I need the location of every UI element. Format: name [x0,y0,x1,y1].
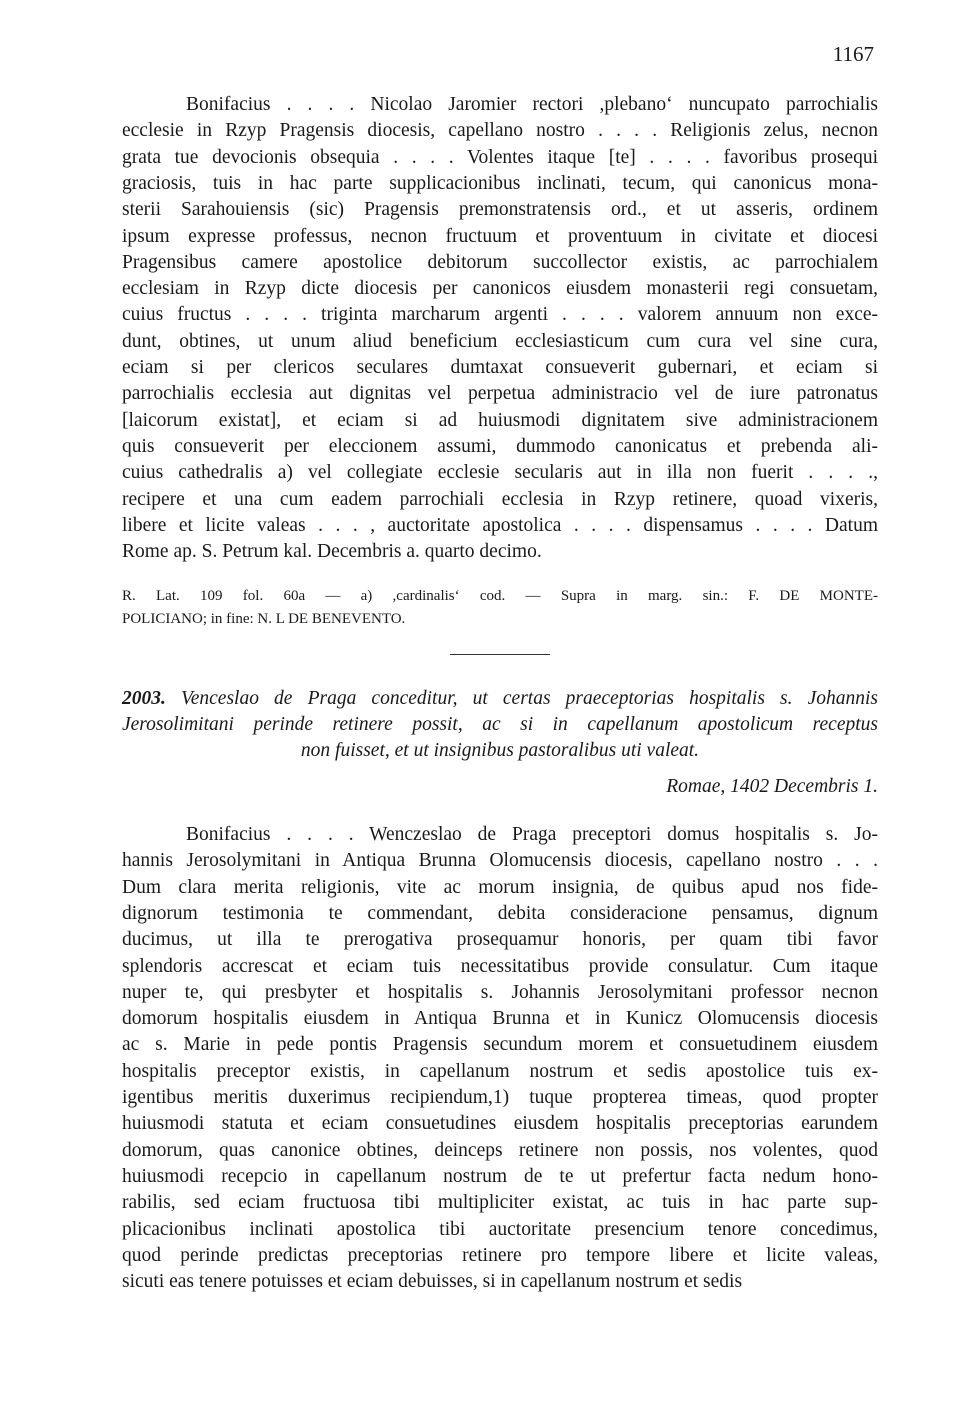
text-line: rabilis, sed eciam fructuosa tibi multipliciter existat, ac tuis in hac parte sup- [122,1192,878,1214]
text-line: domorum, quas canonice obtines, deinceps retinere non possis, nos volentes, quod [122,1139,878,1161]
text-line: sterii Sarahouiensis (sic) Pragensis premonstratensis ord., et ut asseris, ordinem [122,199,878,221]
text-line: recipere et una cum eadem parrochiali ecclesia in Rzyp retinere, quoad vixeris, [122,488,878,510]
text-line: libere et licite valeas . . . , auctoritate apostolica . . . . dispensamus . . . . Datum [122,514,878,536]
text-line: ac s. Marie in pede pontis Pragensis secundum morem et consuetudinem eiusdem [122,1034,878,1056]
text-line: quod perinde predictas preceptorias retinere pro tempore libere et licite valeas, [122,1244,878,1266]
text-line: igentibus meritis duxerimus recipiendum,1) tuque propterea timeas, quod propter [122,1087,878,1108]
text-line: POLICIANO; in fine: N. L DE BENEVENTO. [122,611,406,627]
text-line: huiusmodi statuta et eciam consuetudines eiusdem hospitalis preceptorias earundem [122,1113,878,1135]
text-line: eciam si per clericos seculares dumtaxat consueverit gubernari, et eciam si [122,357,878,378]
text-line: Rome ap. S. Petrum kal. Decembris a. quarto decimo. [122,541,542,563]
text-line: splendoris accrescat et eciam tuis necessitatibus provide consulatur. Cum itaque [122,955,878,977]
text-line: dignorum testimonia te commendant, debita consideracione pensamus, dignum [122,902,878,924]
text-line: grata tue devocionis obsequia . . . . Volentes itaque [te] . . . . favoribus prosequi [122,146,878,168]
heading-text: Venceslao de Praga conceditur, ut certas praeceptorias hospitalis s. Johannis [180,688,879,709]
text-line: ipsum expresse professus, necnon fructuum et proventuum in civitate et diocesi [122,225,878,247]
text-line: ecclesiam in Rzyp dicte diocesis per canonicos eiusdem monasterii regi consuetam, [122,278,878,300]
text-line: huiusmodi recepcio in capellanum nostrum de te ut prefertur facta nedum hono- [122,1165,878,1187]
page-number: 1167 [832,42,874,66]
text-line: sicuti eas tenere potuisses et eciam debuisses, si in capellanum nostrum et sedis [122,1271,743,1293]
text-line: quis consueverit per eleccionem assumi, dummodo canonicatus et prebenda ali- [122,435,878,457]
text-line: domorum hospitalis eiusdem in Antiqua Brunna et in Kunicz Olomucensis diocesis [122,1008,878,1030]
text-line: Pragensibus camere apostolice debitorum succollector existis, ac parrochialem [122,251,878,273]
text-line: dunt, obtines, ut unum aliud beneficium ecclesiasticum cum cura vel sine cura, [122,330,878,352]
text-line: ducimus, ut illa te prerogativa prosequamur honoris, per quam tibi favor [122,929,878,951]
text-line: graciosis, tuis in hac parte supplicacionibus inclinati, tecum, qui canonicus mona- [122,172,878,194]
text-line: hannis Jerosolymitani in Antiqua Brunna Olomucensis diocesis, capellano nostro . . . [122,850,878,872]
text-line: ecclesie in Rzyp Pragensis diocesis, capellano nostro . . . . Religionis zelus, necnon [122,120,878,142]
text-line: R. Lat. 109 fol. 60a — a) ,cardinalis‘ cod. — Supra in marg. sin.: F. DE MONTE- [122,588,878,604]
text-line: [laicorum existat], et eciam si ad huiusmodi dignitatem sive administracionem [122,409,878,431]
document-number: 2003. [122,688,166,709]
document-date: Romae, 1402 Decembris 1. [666,776,878,797]
document-heading-line [122,686,878,712]
text-line: cuius cathedralis a) vel collegiate ecclesie secularis aut in illa non fuerit . . . ., [122,462,878,484]
text-line: Bonifacius . . . . Nicolao Jaromier rectori ,plebano‘ nuncupato parrochialis [186,94,878,115]
text-line: cuius fructus . . . . triginta marcharum argenti . . . . valorem annuum non exce- [122,304,878,326]
document-heading-line: non fuisset, et ut insignibus pastoralibus uti valeat. [300,740,700,761]
text-line: nuper te, qui presbyter et hospitalis s. Johannis Jerosolymitani professor necnon [122,981,878,1003]
text-line: hospitalis preceptor existis, in capellanum nostrum et sedis apostolice tuis ex- [122,1060,878,1082]
document-heading-line: Jerosolimitani perinde retinere possit, ac si in capellanum apostolicum receptus [122,714,878,735]
text-line: Bonifacius . . . . Wenczeslao de Praga preceptori domus hospitalis s. Jo- [186,824,878,845]
text-line: parrochialis ecclesia aut dignitas vel perpetua administracio vel de iure patronatus [122,383,878,405]
text-line: plicacionibus inclinati apostolica tibi auctoritate presencium tenore concedimus, [122,1218,878,1240]
separator-rule [450,654,550,655]
text-line: Dum clara merita religionis, vite ac morum insignia, de quibus apud nos fide- [122,876,878,898]
